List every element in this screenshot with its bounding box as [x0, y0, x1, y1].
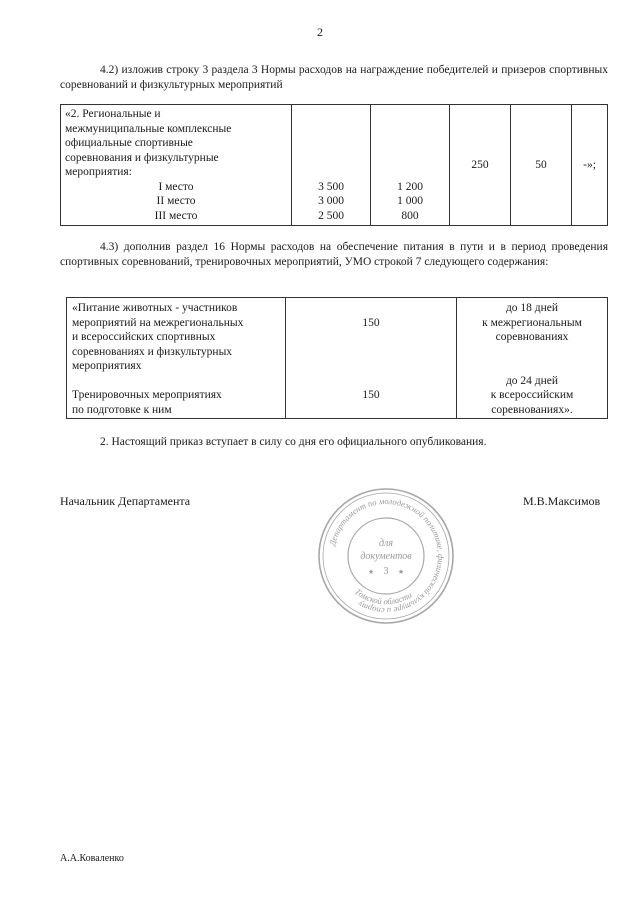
place-label: II место [156, 195, 196, 207]
amount-value: 3 000 [318, 195, 344, 207]
nutrition-value: 150 [362, 389, 380, 401]
desc-line: мероприятиях [72, 360, 142, 372]
nutrition-term-cell [457, 298, 608, 419]
term-line: к межрегиональным [482, 316, 582, 329]
nutrition-table [66, 297, 608, 419]
amount-cell-1 [292, 105, 371, 226]
awards-table [60, 104, 608, 226]
desc-line: «2. Региональные и [65, 108, 161, 120]
stamp-center-number: 3 [383, 566, 389, 577]
desc-line: по подготовке к ним [72, 403, 172, 416]
amount-value: 2 500 [318, 209, 344, 222]
desc-line: мероприятия: [65, 166, 132, 178]
signature-title: Начальник Департамента [60, 494, 191, 508]
star-icon: ★ [367, 568, 375, 576]
place-label: I место [158, 180, 194, 193]
page-number: 2 [317, 25, 323, 39]
term-line: до 24 дней [505, 374, 559, 387]
desc-line: официальные спортивные [65, 137, 193, 149]
term-line: соревнованиях». [491, 403, 573, 416]
desc-line: соревнованиях и физкультурных [72, 345, 233, 358]
amount-value: 1 200 [397, 180, 423, 193]
amount-cell-3: 250 [450, 105, 511, 226]
desc-line: «Питание животных - участников [72, 302, 238, 314]
stamp-seal [316, 486, 456, 626]
place-label: III место [154, 209, 198, 222]
awards-description-cell [61, 105, 292, 226]
paragraph-4-2: 4.2) изложив строку 3 раздела 3 Нормы расходов на награждение победителей и призеров спортивных соревнований и физкультурных мероприятий [60, 64, 608, 91]
amount-value: 1 000 [397, 195, 423, 207]
stamp-region-text: Томской области [353, 586, 414, 607]
desc-line: и всероссийских спортивных [72, 331, 216, 343]
desc-line: мероприятий на межрегиональных [72, 316, 244, 329]
stamp-center-top: для [378, 538, 394, 549]
desc-line: Тренировочных мероприятиях [72, 389, 222, 401]
term-line: до 18 дней [505, 302, 559, 314]
desc-line: соревнования и физкультурные [65, 151, 219, 164]
amount-cell-4: 50 [511, 105, 572, 226]
nutrition-value: 150 [362, 316, 380, 329]
amount-cell-5: -»; [572, 105, 608, 226]
amount-value: 800 [401, 209, 419, 222]
official-stamp [316, 486, 456, 626]
amount-cell-2 [371, 105, 450, 226]
table-row [67, 298, 608, 419]
signature-name: М.В.Максимов [523, 494, 601, 508]
footer-author: А.А.Коваленко [60, 853, 124, 864]
nutrition-value-cell [286, 298, 457, 419]
term-line: соревнованиях [495, 331, 569, 343]
desc-line: межмуниципальные комплексные [65, 122, 232, 135]
table-row [61, 105, 608, 226]
paragraph-4-3: 4.3) дополнив раздел 16 Нормы расходов на обеспечение питания в пути и в период проведения спортивных соревнований, тренировочных мероприятий, УМО строкой 7 следующего содержания: [60, 241, 608, 268]
amount-value: 3 500 [318, 180, 344, 193]
nutrition-description-cell [67, 298, 286, 419]
stamp-outer-text: Департамент по молодежной политике, физической культуре и спорту [327, 495, 447, 617]
stamp-center-mid: документов [360, 551, 412, 562]
paragraph-2: 2. Настоящий приказ вступает в силу со дня его официального опубликования. [100, 436, 487, 448]
term-line: к всероссийским [490, 389, 574, 401]
star-icon: ★ [397, 568, 405, 576]
